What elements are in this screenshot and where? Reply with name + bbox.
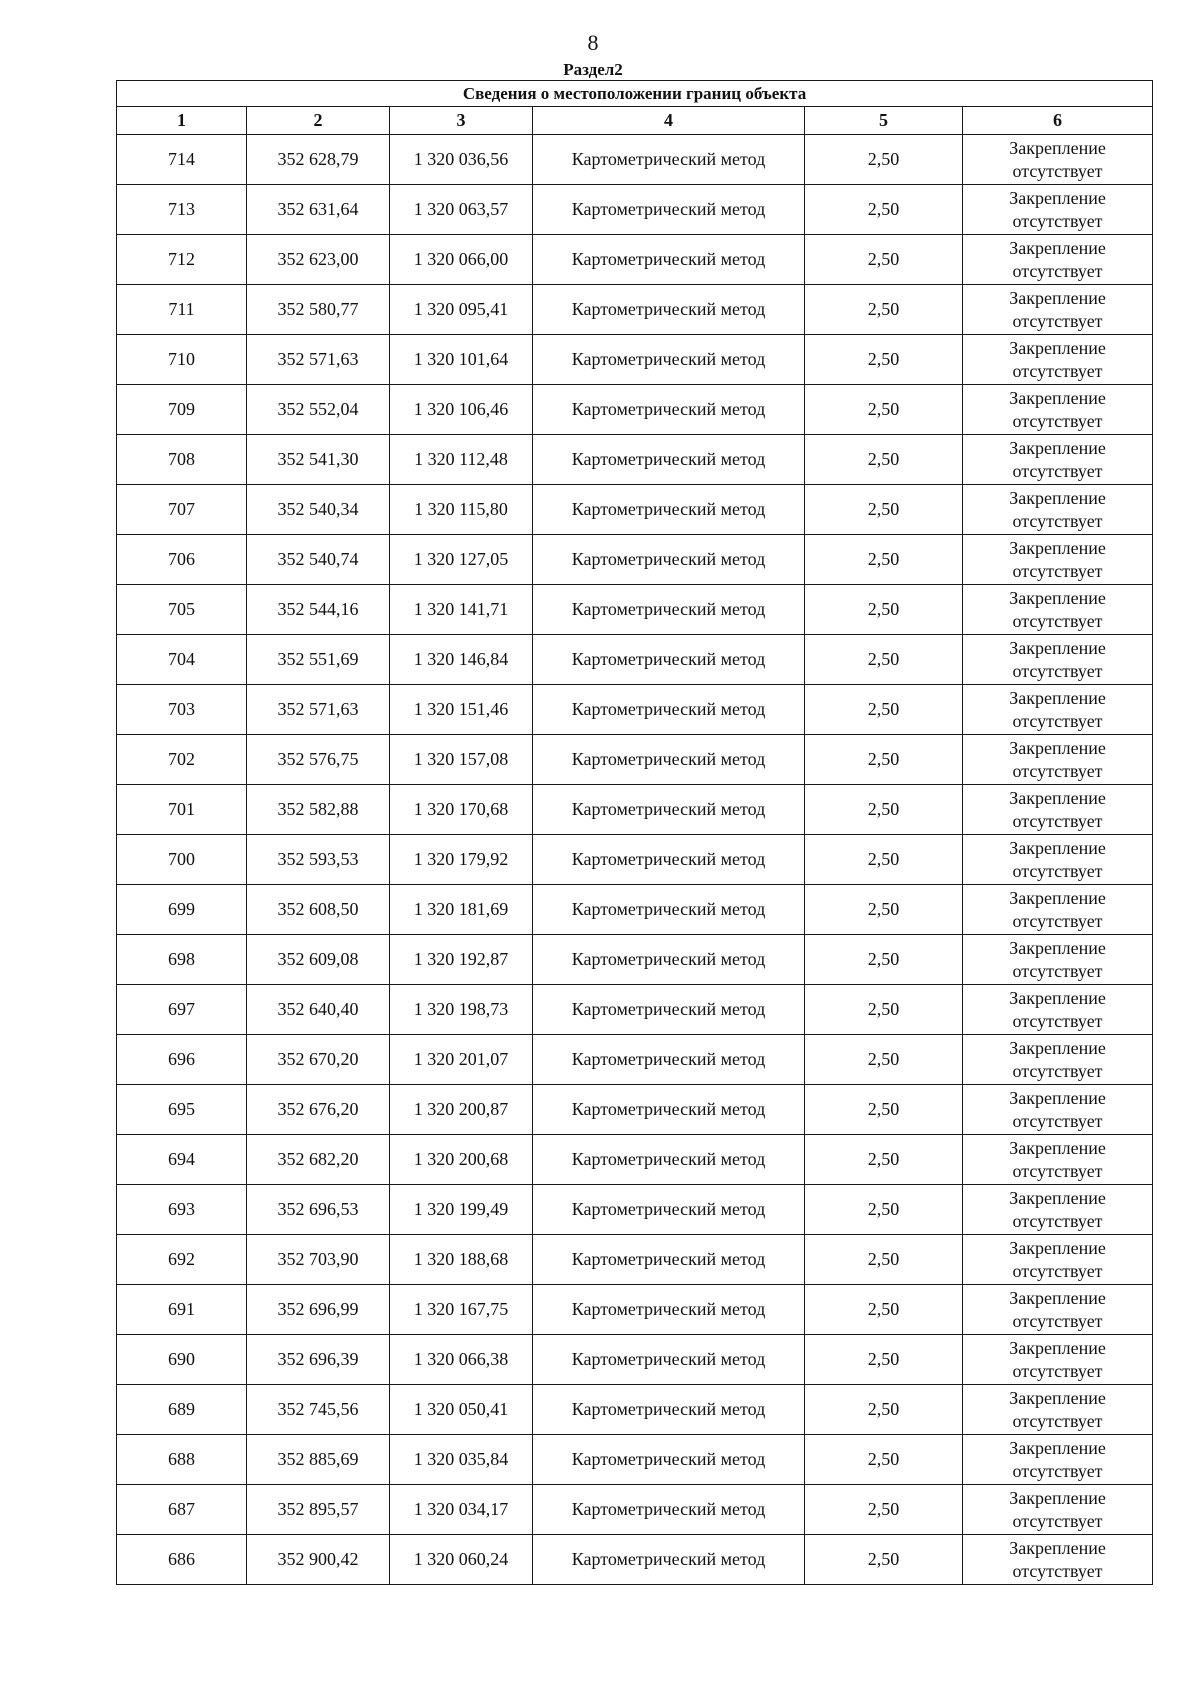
fixation-cell xyxy=(963,1285,1153,1335)
fixation-line-1: Закрепление xyxy=(1009,687,1106,708)
point-number-cell: 702 xyxy=(117,735,247,785)
fixation-line-1: Закрепление xyxy=(1009,937,1106,958)
precision-cell: 2,50 xyxy=(805,1335,963,1385)
x-coordinate-cell: 352 608,50 xyxy=(247,885,390,935)
fixation-line-1: Закрепление xyxy=(1009,787,1106,808)
fixation-line-2: отсутствует xyxy=(1012,810,1103,831)
fixation-line-2: отсутствует xyxy=(1012,1310,1103,1331)
table-row xyxy=(117,185,1153,235)
y-coordinate-cell: 1 320 066,38 xyxy=(390,1335,533,1385)
fixation-cell xyxy=(963,435,1153,485)
fixation-line-2: отсутствует xyxy=(1012,1360,1103,1381)
method-cell: Картометрический метод xyxy=(533,685,805,735)
boundary-points-table xyxy=(116,80,1153,1585)
table-row xyxy=(117,1085,1153,1135)
fixation-line-2: отсутствует xyxy=(1012,510,1103,531)
fixation-line-2: отсутствует xyxy=(1012,210,1103,231)
table-row xyxy=(117,635,1153,685)
fixation-line-1: Закрепление xyxy=(1009,637,1106,658)
x-coordinate-cell: 352 745,56 xyxy=(247,1385,390,1435)
precision-cell: 2,50 xyxy=(805,935,963,985)
section-title: Раздел2 xyxy=(563,60,623,79)
precision-cell: 2,50 xyxy=(805,735,963,785)
table-row xyxy=(117,535,1153,585)
precision-cell: 2,50 xyxy=(805,1085,963,1135)
method-cell: Картометрический метод xyxy=(533,1335,805,1385)
method-cell: Картометрический метод xyxy=(533,1435,805,1485)
y-coordinate-cell: 1 320 200,68 xyxy=(390,1135,533,1185)
fixation-cell xyxy=(963,735,1153,785)
point-number-cell: 692 xyxy=(117,1235,247,1285)
precision-cell: 2,50 xyxy=(805,435,963,485)
fixation-cell xyxy=(963,1185,1153,1235)
table-row xyxy=(117,335,1153,385)
fixation-line-1: Закрепление xyxy=(1009,187,1106,208)
fixation-line-2: отсутствует xyxy=(1012,910,1103,931)
fixation-line-1: Закрепление xyxy=(1009,1237,1106,1258)
precision-cell: 2,50 xyxy=(805,135,963,185)
fixation-line-1: Закрепление xyxy=(1009,1137,1106,1158)
precision-cell: 2,50 xyxy=(805,1185,963,1235)
fixation-cell xyxy=(963,835,1153,885)
fixation-line-2: отсутствует xyxy=(1012,1410,1103,1431)
y-coordinate-cell: 1 320 036,56 xyxy=(390,135,533,185)
table-row xyxy=(117,1435,1153,1485)
x-coordinate-cell: 352 571,63 xyxy=(247,685,390,735)
page-number: 8 xyxy=(587,30,599,55)
point-number-cell: 690 xyxy=(117,1335,247,1385)
fixation-cell xyxy=(963,1435,1153,1485)
fixation-line-1: Закрепление xyxy=(1009,487,1106,508)
precision-cell: 2,50 xyxy=(805,385,963,435)
table-row xyxy=(117,1285,1153,1335)
fixation-line-1: Закрепление xyxy=(1009,1437,1106,1458)
x-coordinate-cell: 352 593,53 xyxy=(247,835,390,885)
precision-cell: 2,50 xyxy=(805,1385,963,1435)
fixation-line-2: отсутствует xyxy=(1012,360,1103,381)
fixation-line-1: Закрепление xyxy=(1009,987,1106,1008)
fixation-line-1: Закрепление xyxy=(1009,387,1106,408)
method-cell: Картометрический метод xyxy=(533,485,805,535)
fixation-cell xyxy=(963,335,1153,385)
point-number-cell: 691 xyxy=(117,1285,247,1335)
point-number-cell: 705 xyxy=(117,585,247,635)
y-coordinate-cell: 1 320 127,05 xyxy=(390,535,533,585)
fixation-line-1: Закрепление xyxy=(1009,587,1106,608)
precision-cell: 2,50 xyxy=(805,285,963,335)
fixation-line-1: Закрепление xyxy=(1009,1487,1106,1508)
x-coordinate-cell: 352 571,63 xyxy=(247,335,390,385)
y-coordinate-cell: 1 320 060,24 xyxy=(390,1535,533,1585)
x-coordinate-cell: 352 670,20 xyxy=(247,1035,390,1085)
point-number-cell: 686 xyxy=(117,1535,247,1585)
x-coordinate-cell: 352 895,57 xyxy=(247,1485,390,1535)
column-header-2: 2 xyxy=(247,107,390,135)
table-row xyxy=(117,585,1153,635)
column-header-6: 6 xyxy=(963,107,1153,135)
fixation-line-1: Закрепление xyxy=(1009,737,1106,758)
fixation-line-2: отсутствует xyxy=(1012,660,1103,681)
precision-cell: 2,50 xyxy=(805,1235,963,1285)
y-coordinate-cell: 1 320 063,57 xyxy=(390,185,533,235)
x-coordinate-cell: 352 580,77 xyxy=(247,285,390,335)
table-row xyxy=(117,485,1153,535)
point-number-cell: 695 xyxy=(117,1085,247,1135)
method-cell: Картометрический метод xyxy=(533,135,805,185)
column-header-row xyxy=(117,107,1153,135)
column-header-5: 5 xyxy=(805,107,963,135)
table-row xyxy=(117,935,1153,985)
fixation-cell xyxy=(963,1085,1153,1135)
precision-cell: 2,50 xyxy=(805,1485,963,1535)
method-cell: Картометрический метод xyxy=(533,385,805,435)
fixation-line-2: отсутствует xyxy=(1012,610,1103,631)
precision-cell: 2,50 xyxy=(805,335,963,385)
y-coordinate-cell: 1 320 192,87 xyxy=(390,935,533,985)
fixation-cell xyxy=(963,485,1153,535)
fixation-line-1: Закрепление xyxy=(1009,837,1106,858)
fixation-cell xyxy=(963,1035,1153,1085)
precision-cell: 2,50 xyxy=(805,835,963,885)
x-coordinate-cell: 352 900,42 xyxy=(247,1535,390,1585)
fixation-line-2: отсутствует xyxy=(1012,960,1103,981)
method-cell: Картометрический метод xyxy=(533,1485,805,1535)
fixation-line-1: Закрепление xyxy=(1009,287,1106,308)
method-cell: Картометрический метод xyxy=(533,1135,805,1185)
fixation-line-2: отсутствует xyxy=(1012,1260,1103,1281)
y-coordinate-cell: 1 320 179,92 xyxy=(390,835,533,885)
point-number-cell: 696 xyxy=(117,1035,247,1085)
precision-cell: 2,50 xyxy=(805,1285,963,1335)
fixation-line-2: отсутствует xyxy=(1012,310,1103,331)
fixation-cell xyxy=(963,935,1153,985)
fixation-cell xyxy=(963,985,1153,1035)
method-cell: Картометрический метод xyxy=(533,535,805,585)
fixation-line-1: Закрепление xyxy=(1009,437,1106,458)
table-caption: Сведения о местоположении границ объекта xyxy=(117,81,1153,107)
point-number-cell: 689 xyxy=(117,1385,247,1435)
table-row xyxy=(117,1485,1153,1535)
method-cell: Картометрический метод xyxy=(533,635,805,685)
fixation-line-1: Закрепление xyxy=(1009,137,1106,158)
x-coordinate-cell: 352 676,20 xyxy=(247,1085,390,1135)
x-coordinate-cell: 352 696,39 xyxy=(247,1335,390,1385)
method-cell: Картометрический метод xyxy=(533,435,805,485)
point-number-cell: 687 xyxy=(117,1485,247,1535)
method-cell: Картометрический метод xyxy=(533,1535,805,1585)
table-row xyxy=(117,385,1153,435)
table-row xyxy=(117,1535,1153,1585)
precision-cell: 2,50 xyxy=(805,185,963,235)
table-row xyxy=(117,1135,1153,1185)
point-number-cell: 699 xyxy=(117,885,247,935)
fixation-cell xyxy=(963,1535,1153,1585)
y-coordinate-cell: 1 320 199,49 xyxy=(390,1185,533,1235)
y-coordinate-cell: 1 320 151,46 xyxy=(390,685,533,735)
y-coordinate-cell: 1 320 034,17 xyxy=(390,1485,533,1535)
fixation-line-1: Закрепление xyxy=(1009,1387,1106,1408)
precision-cell: 2,50 xyxy=(805,685,963,735)
x-coordinate-cell: 352 552,04 xyxy=(247,385,390,435)
point-number-cell: 712 xyxy=(117,235,247,285)
point-number-cell: 704 xyxy=(117,635,247,685)
method-cell: Картометрический метод xyxy=(533,1185,805,1235)
method-cell: Картометрический метод xyxy=(533,1085,805,1135)
fixation-line-2: отсутствует xyxy=(1012,1460,1103,1481)
x-coordinate-cell: 352 640,40 xyxy=(247,985,390,1035)
point-number-cell: 697 xyxy=(117,985,247,1035)
fixation-cell xyxy=(963,185,1153,235)
method-cell: Картометрический метод xyxy=(533,1285,805,1335)
fixation-cell xyxy=(963,285,1153,335)
table-row xyxy=(117,285,1153,335)
fixation-line-2: отсутствует xyxy=(1012,860,1103,881)
table-row xyxy=(117,1385,1153,1435)
method-cell: Картометрический метод xyxy=(533,335,805,385)
table-row xyxy=(117,985,1153,1035)
column-header-3: 3 xyxy=(390,107,533,135)
method-cell: Картометрический метод xyxy=(533,585,805,635)
point-number-cell: 701 xyxy=(117,785,247,835)
precision-cell: 2,50 xyxy=(805,1535,963,1585)
fixation-cell xyxy=(963,685,1153,735)
point-number-cell: 693 xyxy=(117,1185,247,1235)
table-row xyxy=(117,1035,1153,1085)
y-coordinate-cell: 1 320 101,64 xyxy=(390,335,533,385)
table-row xyxy=(117,735,1153,785)
x-coordinate-cell: 352 540,34 xyxy=(247,485,390,535)
table-row xyxy=(117,885,1153,935)
y-coordinate-cell: 1 320 167,75 xyxy=(390,1285,533,1335)
point-number-cell: 706 xyxy=(117,535,247,585)
x-coordinate-cell: 352 696,99 xyxy=(247,1285,390,1335)
fixation-line-2: отсутствует xyxy=(1012,460,1103,481)
point-number-cell: 713 xyxy=(117,185,247,235)
point-number-cell: 710 xyxy=(117,335,247,385)
y-coordinate-cell: 1 320 157,08 xyxy=(390,735,533,785)
fixation-cell xyxy=(963,235,1153,285)
point-number-cell: 688 xyxy=(117,1435,247,1485)
point-number-cell: 711 xyxy=(117,285,247,335)
y-coordinate-cell: 1 320 181,69 xyxy=(390,885,533,935)
table-row xyxy=(117,785,1153,835)
method-cell: Картометрический метод xyxy=(533,1385,805,1435)
y-coordinate-cell: 1 320 106,46 xyxy=(390,385,533,435)
x-coordinate-cell: 352 696,53 xyxy=(247,1185,390,1235)
x-coordinate-cell: 352 609,08 xyxy=(247,935,390,985)
y-coordinate-cell: 1 320 141,71 xyxy=(390,585,533,635)
y-coordinate-cell: 1 320 188,68 xyxy=(390,1235,533,1285)
method-cell: Картометрический метод xyxy=(533,935,805,985)
x-coordinate-cell: 352 682,20 xyxy=(247,1135,390,1185)
fixation-cell xyxy=(963,1485,1153,1535)
fixation-line-1: Закрепление xyxy=(1009,1037,1106,1058)
point-number-cell: 707 xyxy=(117,485,247,535)
fixation-line-1: Закрепление xyxy=(1009,1537,1106,1558)
precision-cell: 2,50 xyxy=(805,485,963,535)
fixation-line-2: отсутствует xyxy=(1012,1510,1103,1531)
x-coordinate-cell: 352 628,79 xyxy=(247,135,390,185)
column-header-4: 4 xyxy=(533,107,805,135)
fixation-line-2: отсутствует xyxy=(1012,160,1103,181)
x-coordinate-cell: 352 885,69 xyxy=(247,1435,390,1485)
y-coordinate-cell: 1 320 170,68 xyxy=(390,785,533,835)
fixation-cell xyxy=(963,885,1153,935)
fixation-line-2: отсутствует xyxy=(1012,1560,1103,1581)
y-coordinate-cell: 1 320 095,41 xyxy=(390,285,533,335)
precision-cell: 2,50 xyxy=(805,635,963,685)
fixation-line-2: отсутствует xyxy=(1012,1060,1103,1081)
table-body xyxy=(117,135,1153,1585)
table-row xyxy=(117,135,1153,185)
fixation-line-2: отсутствует xyxy=(1012,1110,1103,1131)
table-row xyxy=(117,235,1153,285)
fixation-cell xyxy=(963,135,1153,185)
x-coordinate-cell: 352 544,16 xyxy=(247,585,390,635)
fixation-line-2: отсутствует xyxy=(1012,1010,1103,1031)
column-header-1: 1 xyxy=(117,107,247,135)
y-coordinate-cell: 1 320 146,84 xyxy=(390,635,533,685)
fixation-cell xyxy=(963,535,1153,585)
x-coordinate-cell: 352 582,88 xyxy=(247,785,390,835)
x-coordinate-cell: 352 540,74 xyxy=(247,535,390,585)
precision-cell: 2,50 xyxy=(805,885,963,935)
method-cell: Картометрический метод xyxy=(533,285,805,335)
fixation-cell xyxy=(963,1235,1153,1285)
fixation-line-1: Закрепление xyxy=(1009,337,1106,358)
fixation-cell xyxy=(963,385,1153,435)
fixation-cell xyxy=(963,785,1153,835)
x-coordinate-cell: 352 703,90 xyxy=(247,1235,390,1285)
method-cell: Картометрический метод xyxy=(533,985,805,1035)
fixation-line-2: отсутствует xyxy=(1012,710,1103,731)
fixation-line-2: отсутствует xyxy=(1012,560,1103,581)
precision-cell: 2,50 xyxy=(805,1435,963,1485)
fixation-cell xyxy=(963,1335,1153,1385)
y-coordinate-cell: 1 320 035,84 xyxy=(390,1435,533,1485)
fixation-line-1: Закрепление xyxy=(1009,1087,1106,1108)
fixation-line-2: отсутствует xyxy=(1012,1160,1103,1181)
precision-cell: 2,50 xyxy=(805,785,963,835)
fixation-cell xyxy=(963,1135,1153,1185)
fixation-line-1: Закрепление xyxy=(1009,237,1106,258)
point-number-cell: 694 xyxy=(117,1135,247,1185)
method-cell: Картометрический метод xyxy=(533,185,805,235)
table-row xyxy=(117,1335,1153,1385)
fixation-line-1: Закрепление xyxy=(1009,887,1106,908)
table-row xyxy=(117,1235,1153,1285)
y-coordinate-cell: 1 320 115,80 xyxy=(390,485,533,535)
method-cell: Картометрический метод xyxy=(533,885,805,935)
method-cell: Картометрический метод xyxy=(533,1235,805,1285)
x-coordinate-cell: 352 551,69 xyxy=(247,635,390,685)
precision-cell: 2,50 xyxy=(805,235,963,285)
y-coordinate-cell: 1 320 198,73 xyxy=(390,985,533,1035)
fixation-cell xyxy=(963,585,1153,635)
precision-cell: 2,50 xyxy=(805,585,963,635)
y-coordinate-cell: 1 320 066,00 xyxy=(390,235,533,285)
x-coordinate-cell: 352 631,64 xyxy=(247,185,390,235)
fixation-line-1: Закрепление xyxy=(1009,1337,1106,1358)
y-coordinate-cell: 1 320 201,07 xyxy=(390,1035,533,1085)
x-coordinate-cell: 352 623,00 xyxy=(247,235,390,285)
method-cell: Картометрический метод xyxy=(533,735,805,785)
table-row xyxy=(117,685,1153,735)
fixation-line-1: Закрепление xyxy=(1009,537,1106,558)
table-caption-row xyxy=(117,81,1153,107)
method-cell: Картометрический метод xyxy=(533,1035,805,1085)
point-number-cell: 714 xyxy=(117,135,247,185)
fixation-line-2: отсутствует xyxy=(1012,760,1103,781)
fixation-cell xyxy=(963,1385,1153,1435)
point-number-cell: 703 xyxy=(117,685,247,735)
point-number-cell: 700 xyxy=(117,835,247,885)
method-cell: Картометрический метод xyxy=(533,835,805,885)
point-number-cell: 709 xyxy=(117,385,247,435)
fixation-line-2: отсутствует xyxy=(1012,260,1103,281)
fixation-line-2: отсутствует xyxy=(1012,1210,1103,1231)
method-cell: Картометрический метод xyxy=(533,235,805,285)
fixation-line-1: Закрепление xyxy=(1009,1187,1106,1208)
y-coordinate-cell: 1 320 050,41 xyxy=(390,1385,533,1435)
precision-cell: 2,50 xyxy=(805,1135,963,1185)
point-number-cell: 698 xyxy=(117,935,247,985)
y-coordinate-cell: 1 320 200,87 xyxy=(390,1085,533,1135)
precision-cell: 2,50 xyxy=(805,985,963,1035)
method-cell: Картометрический метод xyxy=(533,785,805,835)
fixation-line-2: отсутствует xyxy=(1012,410,1103,431)
point-number-cell: 708 xyxy=(117,435,247,485)
table-row xyxy=(117,435,1153,485)
precision-cell: 2,50 xyxy=(805,1035,963,1085)
x-coordinate-cell: 352 576,75 xyxy=(247,735,390,785)
fixation-line-1: Закрепление xyxy=(1009,1287,1106,1308)
x-coordinate-cell: 352 541,30 xyxy=(247,435,390,485)
table-row xyxy=(117,1185,1153,1235)
precision-cell: 2,50 xyxy=(805,535,963,585)
table-row xyxy=(117,835,1153,885)
fixation-cell xyxy=(963,635,1153,685)
y-coordinate-cell: 1 320 112,48 xyxy=(390,435,533,485)
